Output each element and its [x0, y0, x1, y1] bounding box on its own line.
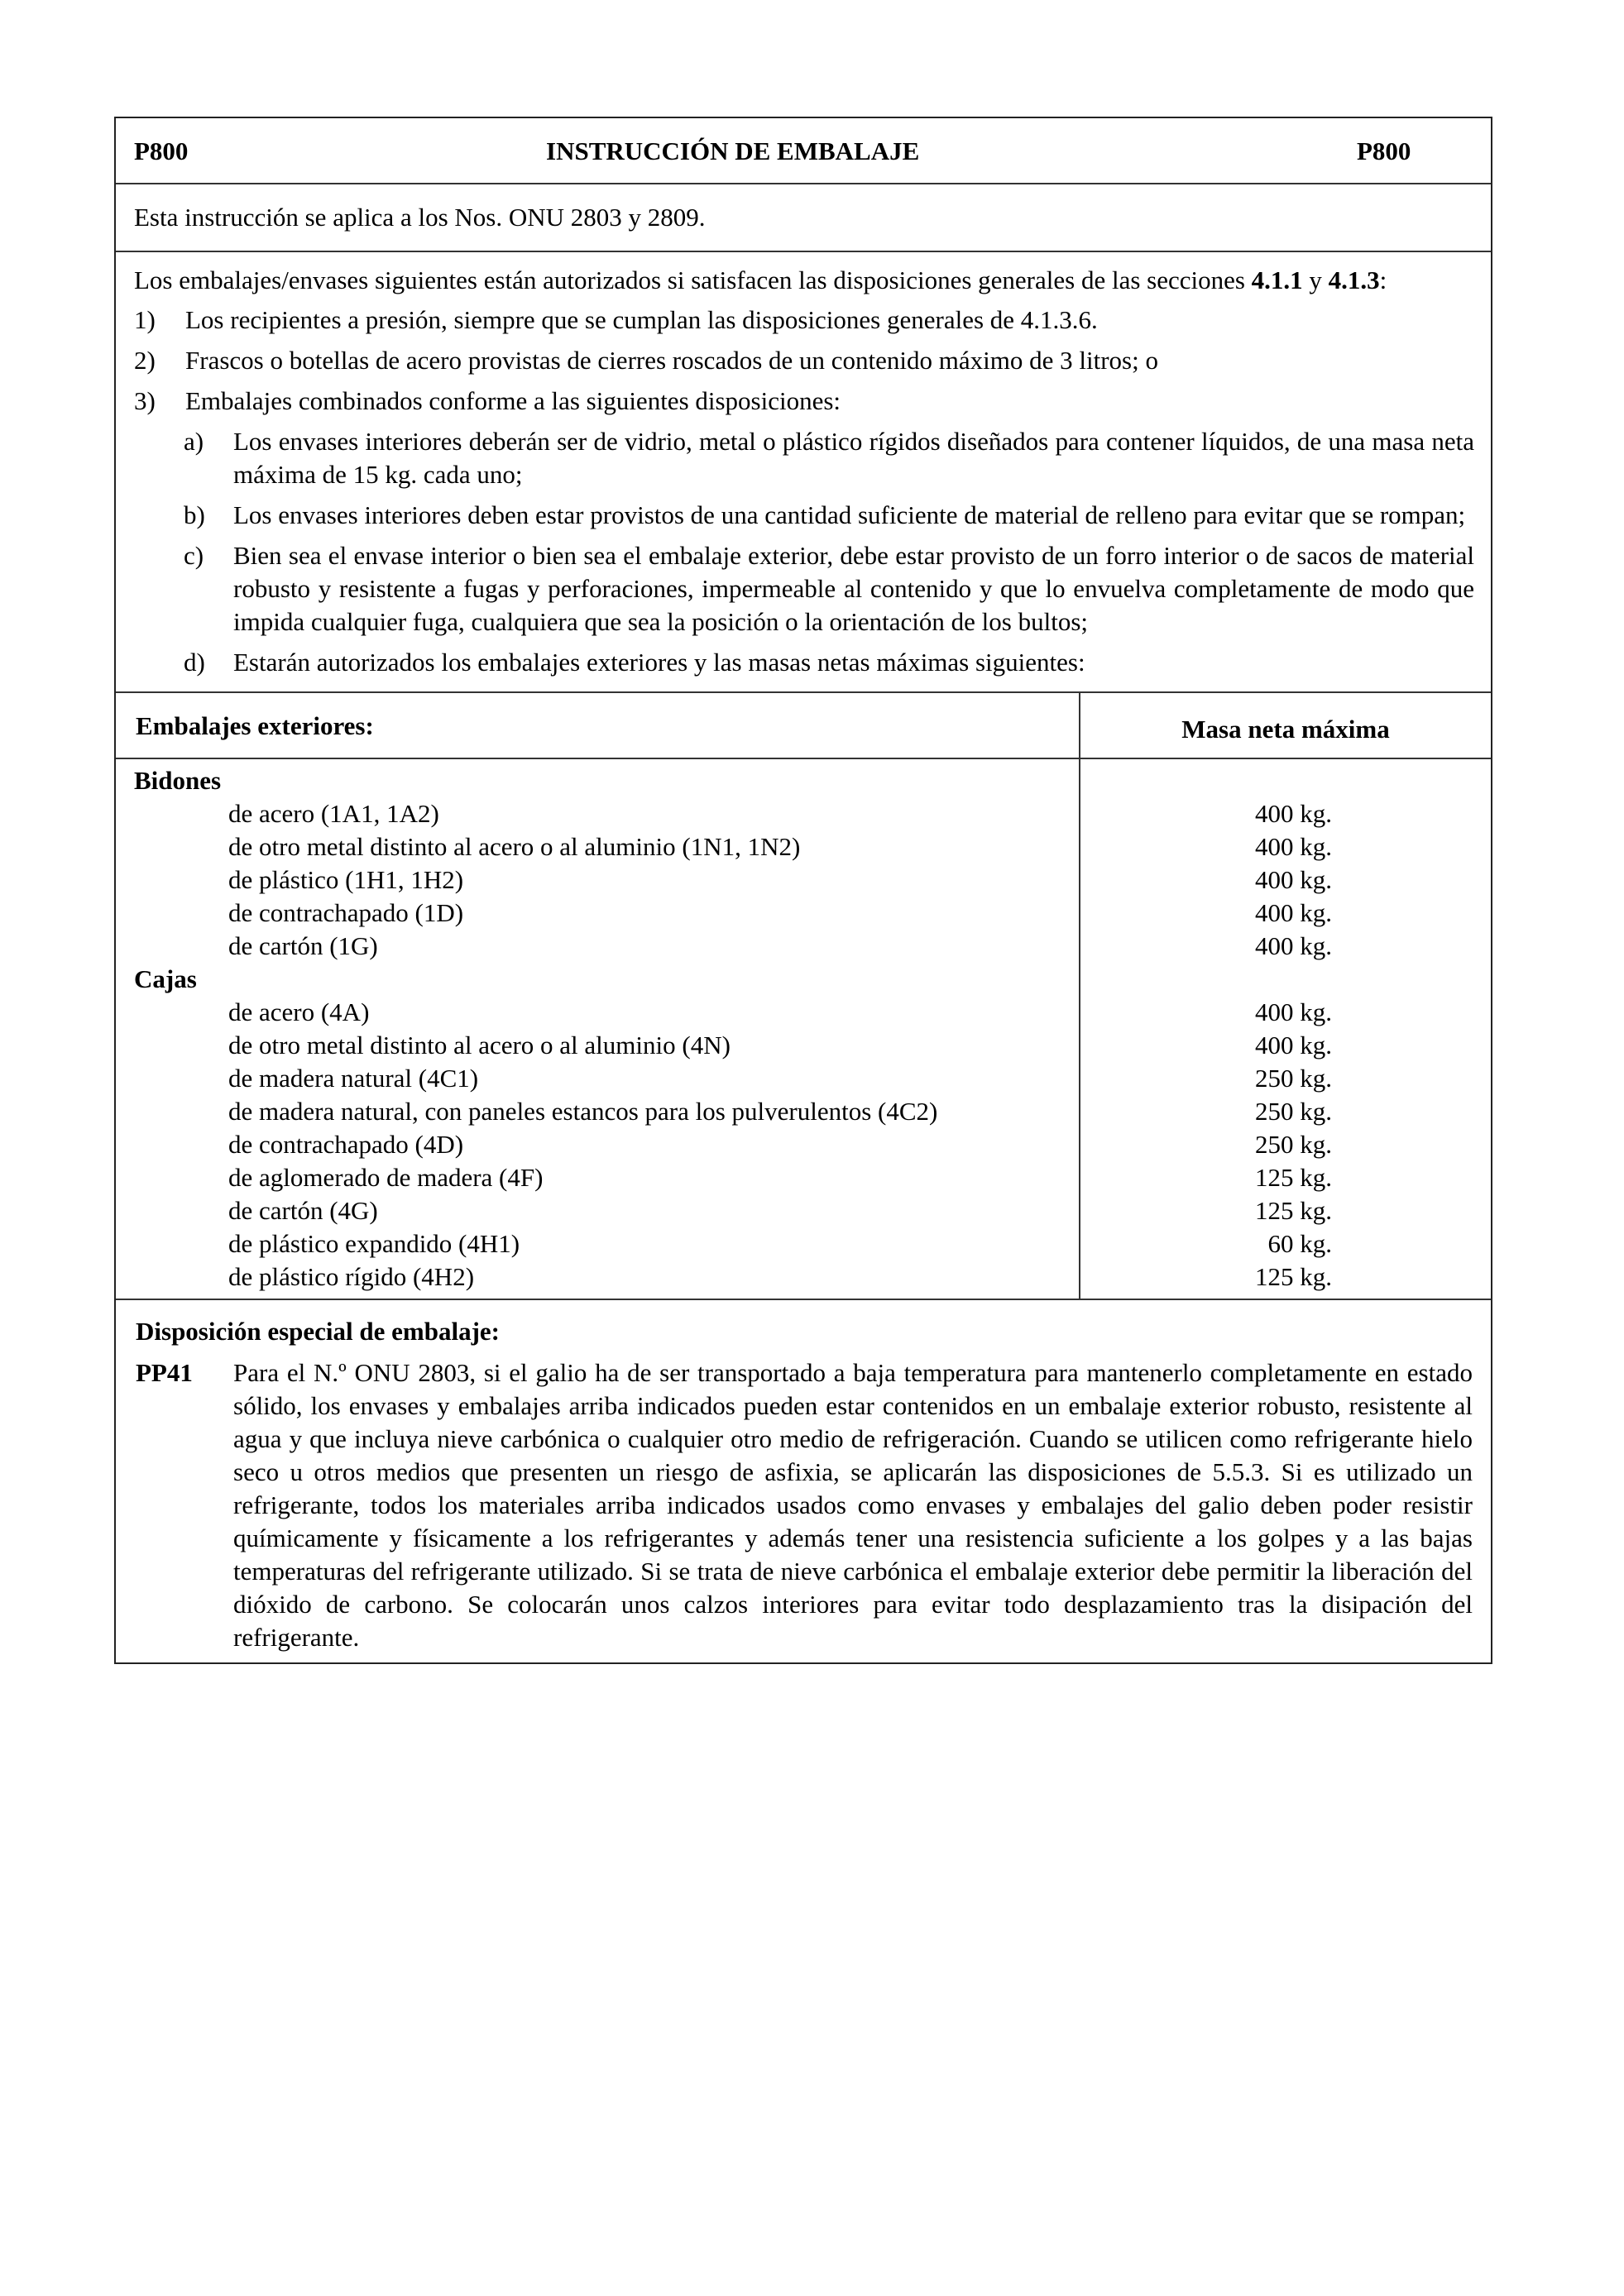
- header-row: [116, 118, 1491, 184]
- table-row-value: 400 kg.: [1255, 898, 1332, 927]
- table-row-label: de madera natural, con paneles estancos para los pulverulentos (4C2): [228, 1097, 938, 1126]
- instruction-code-right: P800: [1357, 136, 1411, 165]
- table-row-value: 400 kg.: [1255, 931, 1332, 960]
- instruction-code-left: P800: [134, 136, 189, 165]
- special-provision-title: Disposición especial de embalaje:: [136, 1317, 500, 1346]
- table-row-label: de otro metal distinto al acero o al aluminio (1N1, 1N2): [228, 832, 801, 861]
- table-row-label: de cartón (1G): [228, 931, 378, 960]
- column-header-max-net-mass: Masa neta máxima: [1080, 693, 1491, 759]
- table-row-value: 250 kg.: [1255, 1130, 1332, 1159]
- table-row-value: 250 kg.: [1255, 1097, 1332, 1126]
- list-item: 1) Los recipientes a presión, siempre que se cumplan las disposiciones generales de 4.1.3.6.: [134, 305, 1098, 334]
- special-provision-pp41: [136, 1356, 1473, 1654]
- table-row-value: 125 kg.: [1255, 1163, 1332, 1192]
- list-item: 2) Frascos o botellas de acero provistas de cierres roscados de un contenido máximo de 3 litros; o: [134, 346, 1158, 375]
- table-row-label: de aglomerado de madera (4F): [228, 1163, 544, 1192]
- sub-list-item: a) Los envases interiores deberán ser de vidrio, metal o plástico rígidos diseñados para contener líquidos, de una masa neta máxima de 15 kg. cada uno;: [184, 427, 1474, 489]
- provisions-section: [116, 252, 1491, 693]
- table-row-value: 250 kg.: [1255, 1064, 1332, 1093]
- group-heading-cajas: Cajas: [134, 964, 197, 993]
- special-provision-section: [116, 1300, 1491, 1662]
- page-title: INSTRUCCIÓN DE EMBALAJE: [546, 136, 920, 165]
- table-row-label: de otro metal distinto al acero o al aluminio (4N): [228, 1031, 731, 1060]
- table-row-value: 400 kg.: [1255, 832, 1332, 861]
- table-row-value: 60 kg.: [1267, 1229, 1332, 1258]
- sub-list-item: d) Estarán autorizados los embalajes exteriores y las masas netas máximas siguientes:: [184, 648, 1085, 677]
- table-row-label: de plástico expandido (4H1): [228, 1229, 520, 1258]
- table-row-label: de plástico rígido (4H2): [228, 1262, 475, 1291]
- table-row-label: de acero (4A): [228, 997, 370, 1026]
- table-row-value: 400 kg.: [1255, 799, 1332, 828]
- table-row-value: 125 kg.: [1255, 1262, 1332, 1291]
- sub-list-item: b) Los envases interiores deben estar provistos de una cantidad suficiente de material de relleno para evitar que se rompan;: [184, 500, 1466, 529]
- column-header-outer-packaging: Embalajes exteriores:: [116, 693, 1080, 759]
- section-ref-4-1-3: 4.1.3: [1328, 265, 1380, 294]
- scope-row: Esta instrucción se aplica a los Nos. ONU 2803 y 2809.: [116, 184, 1491, 252]
- table-row-value: 400 kg.: [1255, 997, 1332, 1026]
- provision-code: PP41: [136, 1358, 193, 1387]
- sub-list-item: c) Bien sea el envase interior o bien sea el embalaje exterior, debe estar provisto de un forro interior o de sacos de material robusto y resistente a fugas y perforaciones, impermeable al contenido y que lo envuelva completamente de modo que impida cualquier fuga, cualquiera que sea la posición o la orientación de los bultos;: [184, 541, 1474, 636]
- table-row-label: de cartón (4G): [228, 1196, 378, 1225]
- packaging-list: [116, 759, 1080, 1299]
- group-heading-bidones: Bidones: [134, 766, 222, 795]
- table-row-value: 400 kg.: [1255, 865, 1332, 894]
- table-row-value: 125 kg.: [1255, 1196, 1332, 1225]
- section-ref-4-1-1: 4.1.1: [1251, 265, 1303, 294]
- mass-list: [1080, 759, 1491, 1299]
- packing-instruction-table: [114, 117, 1492, 1664]
- table-row-label: de plástico (1H1, 1H2): [228, 865, 464, 894]
- outer-packaging-table: [116, 693, 1491, 1300]
- table-row-label: de contrachapado (1D): [228, 898, 464, 927]
- table-row-label: de acero (1A1, 1A2): [228, 799, 439, 828]
- table-row-label: de contrachapado (4D): [228, 1130, 464, 1159]
- list-item: 3) Embalajes combinados conforme a las siguientes disposiciones:: [134, 386, 841, 415]
- table-row-value: 400 kg.: [1255, 1031, 1332, 1060]
- table-row-label: de madera natural (4C1): [228, 1064, 479, 1093]
- intro-paragraph: Los embalajes/envases siguientes están autorizados si satisfacen las disposiciones generales de las secciones 4.1.1 y 4.1.3:: [134, 265, 1387, 294]
- provision-text: Para el N.º ONU 2803, si el galio ha de ser transportado a baja temperatura para mantenerlo completamente en estado sólido, los envases y embalajes arriba indicados pueden estar contenidos en un embalaje exterior robusto, resistente al agua y que incluya nieve carbónica o cualquier otro medio de refrigeración. Cuando se utilicen como refrigerante hielo seco u otros medios que presenten un riesgo de asfixia, se aplicarán las disposiciones de 5.5.3. Si es utilizado un refrigerante, todos los materiales arriba indicados usados como envases y embalajes del galio deben poder resistir químicamente y físicamente a los refrigerantes y además tener una resistencia suficiente a los golpes y a las bajas temperaturas del refrigerante utilizado. Si se trata de nieve carbónica el embalaje exterior debe permitir la liberación del dióxido de carbono. Se colocarán unos calzos interiores para evitar todo desplazamiento tras la disipación del refrigerante.: [233, 1358, 1473, 1652]
